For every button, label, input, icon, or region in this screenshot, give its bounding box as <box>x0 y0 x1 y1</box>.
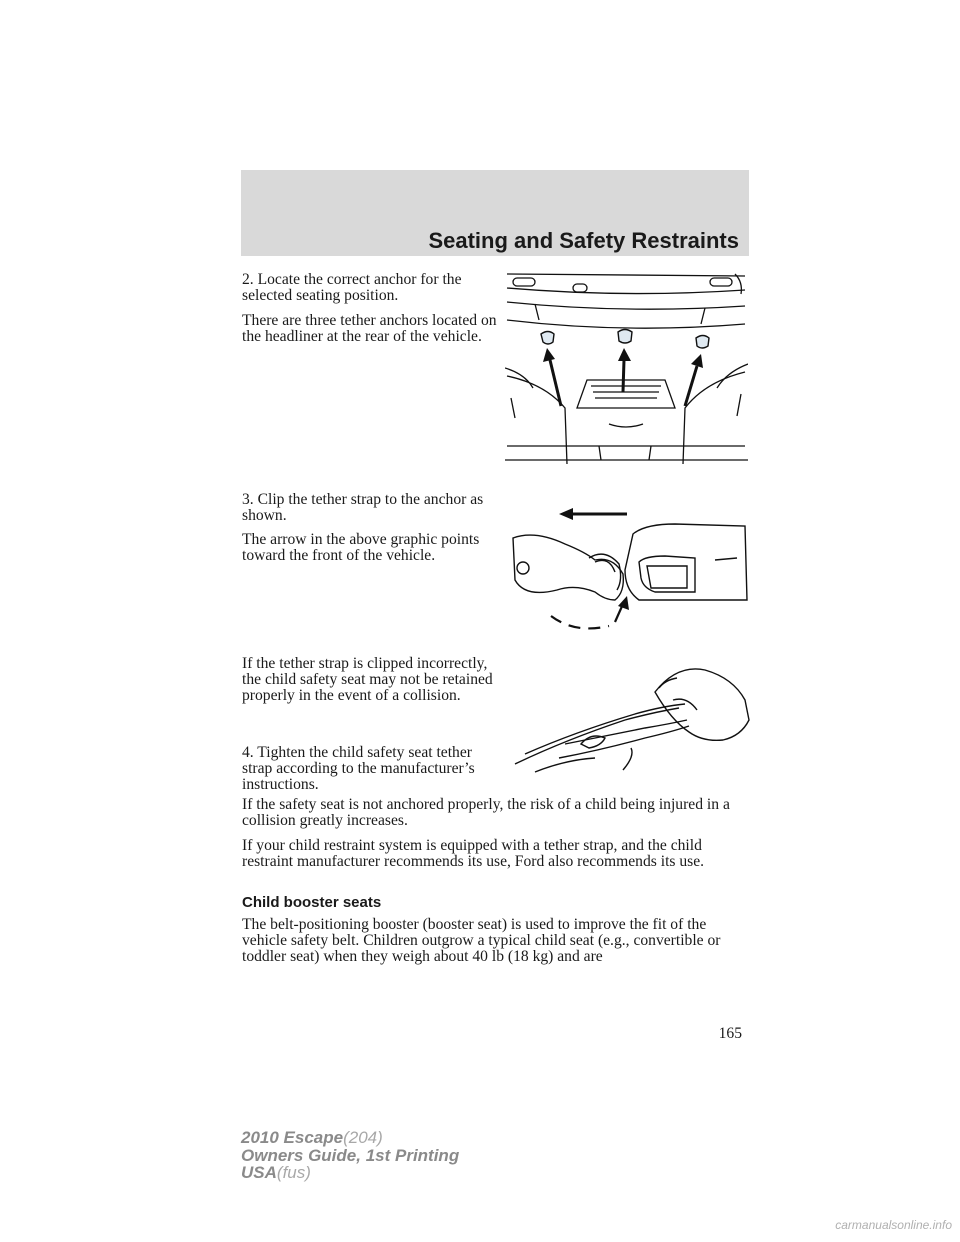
watermark: carmanualsonline.info <box>835 1218 952 1232</box>
footer-guide: Owners Guide, 1st Printing <box>241 1145 460 1165</box>
headliner-anchors-illustration <box>505 268 748 464</box>
tighten-strap-illustration <box>505 660 750 775</box>
footer-market: USA <box>241 1163 277 1182</box>
booster-text: The belt-positioning booster (booster seat) is used to improve the fit of the vehicle safety belt. Children outgrow a typical child seat (e.g., convertible or toddler seat) when they weigh about 40 lb (18 kg) and are <box>242 916 721 966</box>
footer-model: 2010 Escape <box>241 1128 344 1147</box>
footer-edition <box>241 1129 459 1182</box>
step-3-detail-text: The arrow in the above graphic points toward the front of the vehicle. <box>242 531 480 565</box>
tether-recommendation-text: If your child restraint system is equipped with a tether strap, and the child restraint manufacturer recommends its use, Ford also recommends its use. <box>242 837 705 871</box>
tether-clip-illustration <box>505 500 748 640</box>
section-title: Seating and Safety Restraints <box>428 228 739 253</box>
page-number: 165 <box>718 1025 742 1042</box>
step-3-text: 3. Clip the tether strap to the anchor as shown. <box>242 491 484 525</box>
footer-model-code: (204) <box>343 1128 383 1147</box>
footer-market-code: (fus) <box>276 1163 311 1182</box>
step-2-text: 2. Locate the correct anchor for the selected seating position. <box>242 271 462 305</box>
step-4-text: 4. Tighten the child safety seat tether strap according to the manufacturer’s instructions. <box>242 744 475 794</box>
step-2-detail-text: There are three tether anchors located on the headliner at the rear of the vehicle. <box>242 312 497 346</box>
clip-warning-text: If the tether strap is clipped incorrectly, the child safety seat may not be retained properly in the event of a collision. <box>242 655 493 705</box>
booster-heading: Child booster seats <box>242 894 382 911</box>
anchor-warning-text: If the safety seat is not anchored properly, the risk of a child being injured in a collision greatly increases. <box>242 796 730 830</box>
section-header-band <box>241 170 749 256</box>
